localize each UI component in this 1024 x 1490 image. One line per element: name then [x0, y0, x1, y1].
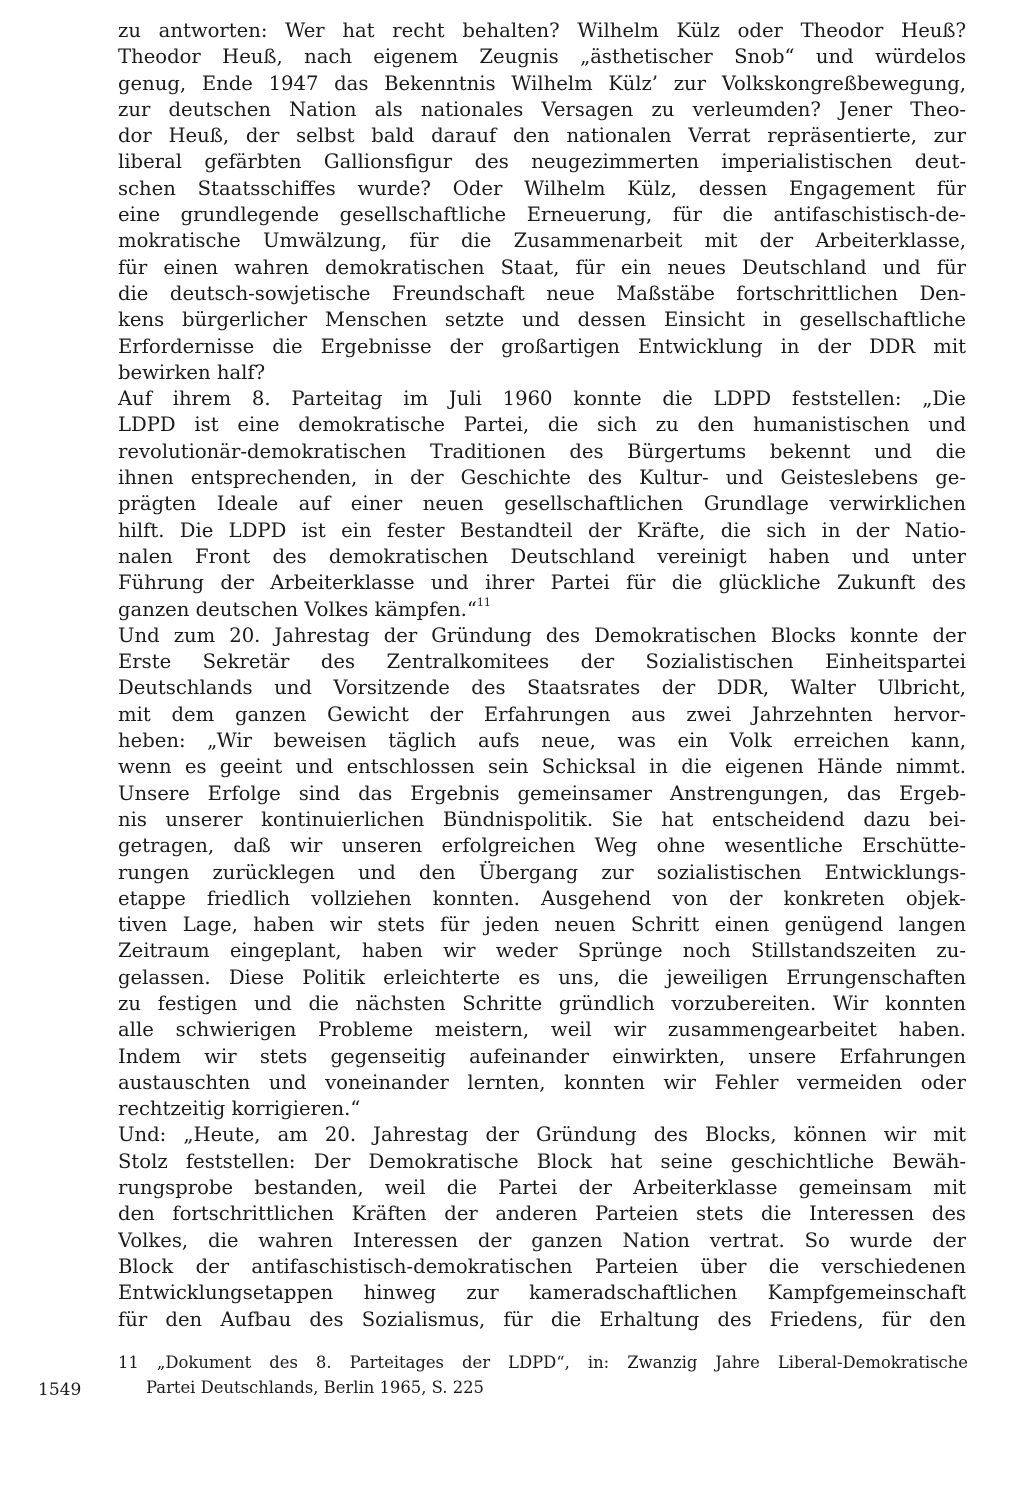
text-line: Theodor Heuß, nach eigenem Zeugnis „ästhetischer Snob“ und würdelos [118, 45, 966, 69]
text-line: ihnen entsprechenden, in der Geschichte des Kultur- und Geisteslebens ge- [118, 466, 966, 490]
text-line: alle schwierigen Probleme meistern, weil wir zusammengearbeitet haben. [118, 1018, 966, 1042]
text-line: Volkes, die wahren Interessen der ganzen Nation vertrat. So wurde der [118, 1228, 966, 1252]
text-line: Und zum 20. Jahrestag der Gründung des Demokratischen Blocks konnte der [118, 623, 966, 647]
text-line: Erste Sekretär des Zentralkomitees der Sozialistischen Einheitspartei [118, 650, 966, 674]
text-line: Auf ihrem 8. Parteitag im Juli 1960 konnte die LDPD feststellen: „Die [118, 387, 966, 411]
text-line: Zeitraum eingeplant, haben wir weder Sprünge noch Stillstandszeiten zu- [118, 939, 966, 963]
text-line: genug, Ende 1947 das Bekenntnis Wilhelm Külz’ zur Volkskongreßbewegung, [118, 71, 966, 95]
footnote-reference[interactable]: 11 [476, 596, 491, 609]
text-line: für einen wahren demokratischen Staat, für ein neues Deutschland und für [118, 255, 966, 279]
text-line: revolutionär-demokratischen Traditionen des Bürgertums bekennt und die [118, 439, 966, 463]
text-line: Unsere Erfolge sind das Ergebnis gemeinsamer Anstrengungen, das Ergeb- [118, 781, 966, 805]
text-line: kens bürgerlicher Menschen setzte und dessen Einsicht in gesellschaftliche [118, 308, 966, 332]
text-line: dor Heuß, der selbst bald darauf den nationalen Verrat repräsentierte, zur [118, 124, 966, 148]
text-line: bewirken half? [118, 360, 266, 384]
footnote-line: Partei Deutschlands, Berlin 1965, S. 225 [146, 1378, 484, 1397]
text-line: Führung der Arbeiterklasse und ihrer Partei für die glückliche Zukunft des [118, 571, 966, 595]
paragraph [118, 1122, 966, 1332]
text-line: den fortschrittlichen Kräften der anderen Parteien stets die Interessen des [118, 1202, 966, 1226]
text-line: Entwicklungsetappen hinweg zur kameradschaftlichen Kampfgemeinschaft [118, 1281, 966, 1305]
text-line: getragen, daß wir unseren erfolgreichen Weg ohne wesentliche Erschütte- [118, 834, 966, 858]
text-line: tiven Lage, haben wir stets für jeden neuen Schritt einen genügend langen [118, 913, 966, 937]
text-line: heben: „Wir beweisen täglich aufs neue, was ein Volk erreichen kann, [118, 729, 966, 753]
text-line: nis unserer kontinuierlichen Bündnispolitik. Sie hat entscheidend dazu bei- [118, 807, 966, 831]
text-line: Stolz feststellen: Der Demokratische Block hat seine geschichtliche Bewäh- [118, 1149, 966, 1173]
text-line: wenn es geeint und entschlossen sein Schicksal in die eigenen Hände nimmt. [118, 755, 966, 779]
text-line: rungsprobe bestanden, weil die Partei der Arbeiterklasse gemeinsam mit [118, 1176, 966, 1200]
text-line: LDPD ist eine demokratische Partei, die sich zu den humanistischen und [118, 413, 966, 437]
paragraph [118, 18, 966, 386]
text-line: Erfordernisse die Ergebnisse der großartigen Entwicklung in der DDR mit [118, 334, 966, 358]
text-line: Block der antifaschistisch-demokratischen Parteien über die verschiedenen [118, 1254, 966, 1278]
text-line: liberal gefärbten Gallionsfigur des neugezimmerten imperialistischen deut- [118, 150, 966, 174]
text-line: mokratische Umwälzung, für die Zusammenarbeit mit der Arbeiterklasse, [118, 229, 966, 253]
text-line: zu festigen und die nächsten Schritte gründlich vorzubereiten. Wir konnten [118, 991, 966, 1015]
text-line: die deutsch-sowjetische Freundschaft neue Maßstäbe fortschrittlichen Den- [118, 281, 966, 305]
text-line: eine grundlegende gesellschaftliche Erneuerung, für die antifaschistisch-de- [118, 203, 966, 227]
text-line: nalen Front des demokratischen Deutschland vereinigt haben und unter [118, 544, 966, 568]
text-line: für den Aufbau des Sozialismus, für die Erhaltung des Friedens, für den [118, 1307, 966, 1331]
text-line: hilft. Die LDPD ist ein fester Bestandteil der Kräfte, die sich in der Natio- [118, 518, 966, 542]
page-number: 1549 [38, 1380, 82, 1400]
paragraph [118, 386, 966, 623]
body-text [118, 18, 966, 1333]
text-line: gelassen. Diese Politik erleichterte es uns, die jeweiligen Errungenschaften [118, 965, 966, 989]
text-line: zu antworten: Wer hat recht behalten? Wilhelm Külz oder Theodor Heuß? [118, 19, 966, 42]
paragraph [118, 623, 966, 1123]
text-line: austauschten und voneinander lernten, konnten wir Fehler vermeiden oder [118, 1070, 966, 1094]
text-line: rungen zurücklegen und den Übergang zur sozialistischen Entwicklungs- [118, 860, 966, 884]
text-line: Deutschlands und Vorsitzende des Staatsrates der DDR, Walter Ulbricht, [118, 676, 966, 700]
text-line: Und: „Heute, am 20. Jahrestag der Gründung des Blocks, können wir mit [118, 1123, 966, 1147]
text-line: Indem wir stets gegenseitig aufeinander einwirkten, unsere Erfahrungen [118, 1044, 966, 1068]
text-line: zur deutschen Nation als nationales Versagen zu verleumden? Jener Theo- [118, 97, 966, 121]
text-line: mit dem ganzen Gewicht der Erfahrungen aus zwei Jahrzehnten hervor- [118, 702, 966, 726]
text-line: prägten Ideale auf einer neuen gesellschaftlichen Grundlage verwirklichen [118, 492, 966, 516]
footnote-line: 11 „Dokument des 8. Parteitages der LDPD“, in: Zwanzig Jahre Liberal-Demokratische [118, 1353, 968, 1372]
text-line: rechtzeitig korrigieren.“ [118, 1097, 361, 1121]
footnote [118, 1350, 968, 1400]
text-line: schen Staatsschiffes wurde? Oder Wilhelm Külz, dessen Engagement für [118, 176, 966, 200]
text-line: etappe friedlich vollziehen konnten. Ausgehend von der konkreten objek- [118, 886, 966, 910]
text-line: ganzen deutschen Volkes kämpfen.“$^{11}$ [118, 596, 491, 621]
